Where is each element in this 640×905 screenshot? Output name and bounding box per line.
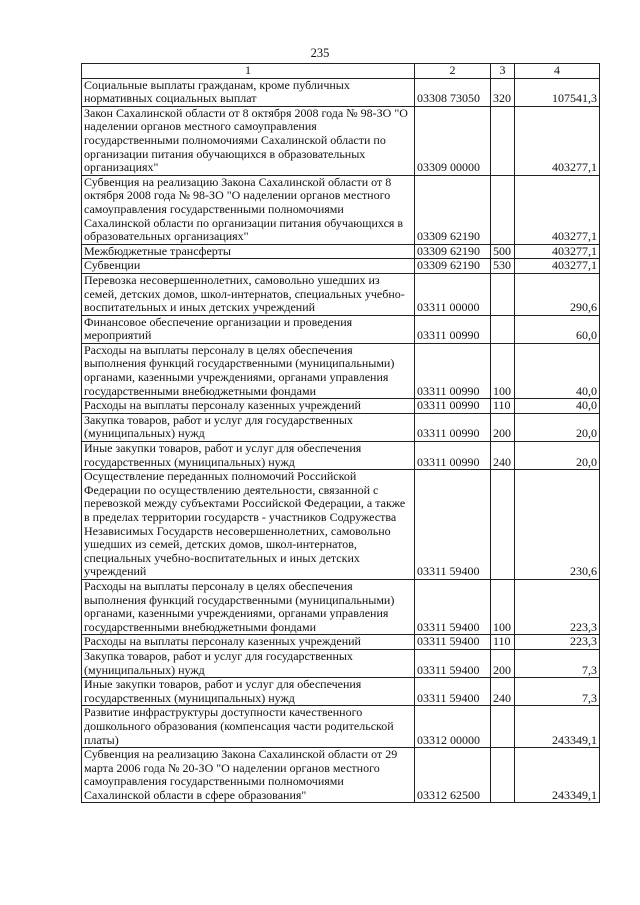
row-expense-type: [491, 273, 515, 315]
row-description: Закупка товаров, работ и услуг для государственных (муниципальных) нужд: [82, 413, 415, 441]
table-row: [82, 175, 600, 244]
row-target-code: 03309 62190: [415, 259, 491, 274]
row-target-code: 03311 00990: [415, 413, 491, 441]
row-target-code: 03311 00990: [415, 343, 491, 398]
column-header: 1: [82, 64, 415, 79]
table-row: [82, 244, 600, 259]
row-target-code: 03311 59400: [415, 678, 491, 706]
table-row: [82, 273, 600, 315]
row-target-code: 03311 00990: [415, 399, 491, 414]
row-target-code: 03311 00990: [415, 442, 491, 470]
row-description: Иные закупки товаров, работ и услуг для обеспечения государственных (муниципальных) нужд: [82, 678, 415, 706]
row-expense-type: 320: [491, 78, 515, 106]
row-description: Расходы на выплаты персоналу казенных учреждений: [82, 399, 415, 414]
row-expense-type: 100: [491, 343, 515, 398]
row-description: Расходы на выплаты персоналу казенных учреждений: [82, 635, 415, 650]
table-row: [82, 315, 600, 343]
row-target-code: 03311 59400: [415, 579, 491, 634]
row-expense-type: [491, 106, 515, 175]
row-expense-type: [491, 470, 515, 580]
row-amount: 223,3: [515, 635, 600, 650]
table-row: [82, 442, 600, 470]
table-row: [82, 78, 600, 106]
row-expense-type: [491, 748, 515, 803]
table-row: [82, 259, 600, 274]
row-expense-type: 200: [491, 649, 515, 677]
row-description: Развитие инфраструктуры доступности качественного дошкольного образования (компенсация части родительской платы): [82, 706, 415, 748]
row-expense-type: 110: [491, 399, 515, 414]
row-amount: 40,0: [515, 399, 600, 414]
row-expense-type: 240: [491, 678, 515, 706]
table-row: [82, 748, 600, 803]
row-expense-type: 200: [491, 413, 515, 441]
table-row: [82, 470, 600, 580]
row-target-code: 03312 62500: [415, 748, 491, 803]
row-expense-type: 100: [491, 579, 515, 634]
row-description: Финансовое обеспечение организации и проведения мероприятий: [82, 315, 415, 343]
table-row: [82, 106, 600, 175]
row-amount: 403277,1: [515, 175, 600, 244]
row-description: Перевозка несовершеннолетних, самовольно ушедших из семей, детских домов, школ-интернатов, специальных учебно-воспитательных и иных детских учреждений: [82, 273, 415, 315]
table-row: [82, 399, 600, 414]
row-expense-type: [491, 706, 515, 748]
row-amount: 403277,1: [515, 259, 600, 274]
row-target-code: 03311 59400: [415, 470, 491, 580]
row-amount: 7,3: [515, 649, 600, 677]
row-expense-type: [491, 175, 515, 244]
row-expense-type: [491, 315, 515, 343]
row-amount: 40,0: [515, 343, 600, 398]
column-header: 2: [415, 64, 491, 79]
row-amount: 20,0: [515, 442, 600, 470]
table-row: [82, 413, 600, 441]
row-expense-type: 500: [491, 244, 515, 259]
row-amount: 403277,1: [515, 244, 600, 259]
table-header-row: [82, 64, 600, 79]
row-target-code: 03311 59400: [415, 635, 491, 650]
table-row: [82, 678, 600, 706]
row-amount: 403277,1: [515, 106, 600, 175]
row-expense-type: 110: [491, 635, 515, 650]
row-expense-type: 530: [491, 259, 515, 274]
row-description: Субвенция на реализацию Закона Сахалинской области от 8 октября 2008 года № 98-ЗО "О наделении органов местного самоуправления государственными полномочиями Сахалинской области по организации питания обучающихся в образовательных организациях": [82, 175, 415, 244]
row-amount: 223,3: [515, 579, 600, 634]
row-target-code: 03309 62190: [415, 244, 491, 259]
row-description: Социальные выплаты гражданам, кроме публичных нормативных социальных выплат: [82, 78, 415, 106]
row-description: Осуществление переданных полномочий Российской Федерации по осуществлению деятельности, связанной с перевозкой между субъектами Российской Федерации, а также в пределах территории государств - участников Содружества Независимых Государств несовершеннолетних, самовольно ушедших из семей, детских домов, школ-интернатов, специальных учебно-воспитательных и иных детских учреждений: [82, 470, 415, 580]
row-description: Субвенция на реализацию Закона Сахалинской области от 29 марта 2006 года № 20-ЗО "О наделении органов местного самоуправления государственными полномочиями Сахалинской области в сфере образования": [82, 748, 415, 803]
row-amount: 7,3: [515, 678, 600, 706]
row-target-code: 03311 00000: [415, 273, 491, 315]
row-description: Закон Сахалинской области от 8 октября 2008 года № 98-ЗО "О наделении органов местного самоуправления государственными полномочиями Сахалинской области по организации питания обучающихся в образовательных организациях": [82, 106, 415, 175]
row-description: Закупка товаров, работ и услуг для государственных (муниципальных) нужд: [82, 649, 415, 677]
row-amount: 243349,1: [515, 706, 600, 748]
row-amount: 230,6: [515, 470, 600, 580]
row-amount: 107541,3: [515, 78, 600, 106]
row-target-code: 03308 73050: [415, 78, 491, 106]
row-target-code: 03309 00000: [415, 106, 491, 175]
column-header: 3: [491, 64, 515, 79]
row-amount: 290,6: [515, 273, 600, 315]
page-number: 235: [310, 46, 330, 60]
row-target-code: 03312 00000: [415, 706, 491, 748]
row-description: Иные закупки товаров, работ и услуг для обеспечения государственных (муниципальных) нужд: [82, 442, 415, 470]
row-amount: 20,0: [515, 413, 600, 441]
column-header: 4: [515, 64, 600, 79]
row-description: Межбюджетные трансферты: [82, 244, 415, 259]
row-description: Расходы на выплаты персоналу в целях обеспечения выполнения функций государственными (муниципальными) органами, казенными учреждениями, органами управления государственными внебюджетными фондами: [82, 579, 415, 634]
row-description: Субвенции: [82, 259, 415, 274]
budget-table: [81, 63, 600, 803]
row-amount: 243349,1: [515, 748, 600, 803]
table-row: [82, 649, 600, 677]
table-row: [82, 706, 600, 748]
row-target-code: 03311 59400: [415, 649, 491, 677]
row-amount: 60,0: [515, 315, 600, 343]
row-target-code: 03311 00990: [415, 315, 491, 343]
row-target-code: 03309 62190: [415, 175, 491, 244]
row-expense-type: 240: [491, 442, 515, 470]
row-description: Расходы на выплаты персоналу в целях обеспечения выполнения функций государственными (муниципальными) органами, казенными учреждениями, органами управления государственными внебюджетными фондами: [82, 343, 415, 398]
table-row: [82, 579, 600, 634]
table-row: [82, 635, 600, 650]
table-row: [82, 343, 600, 398]
